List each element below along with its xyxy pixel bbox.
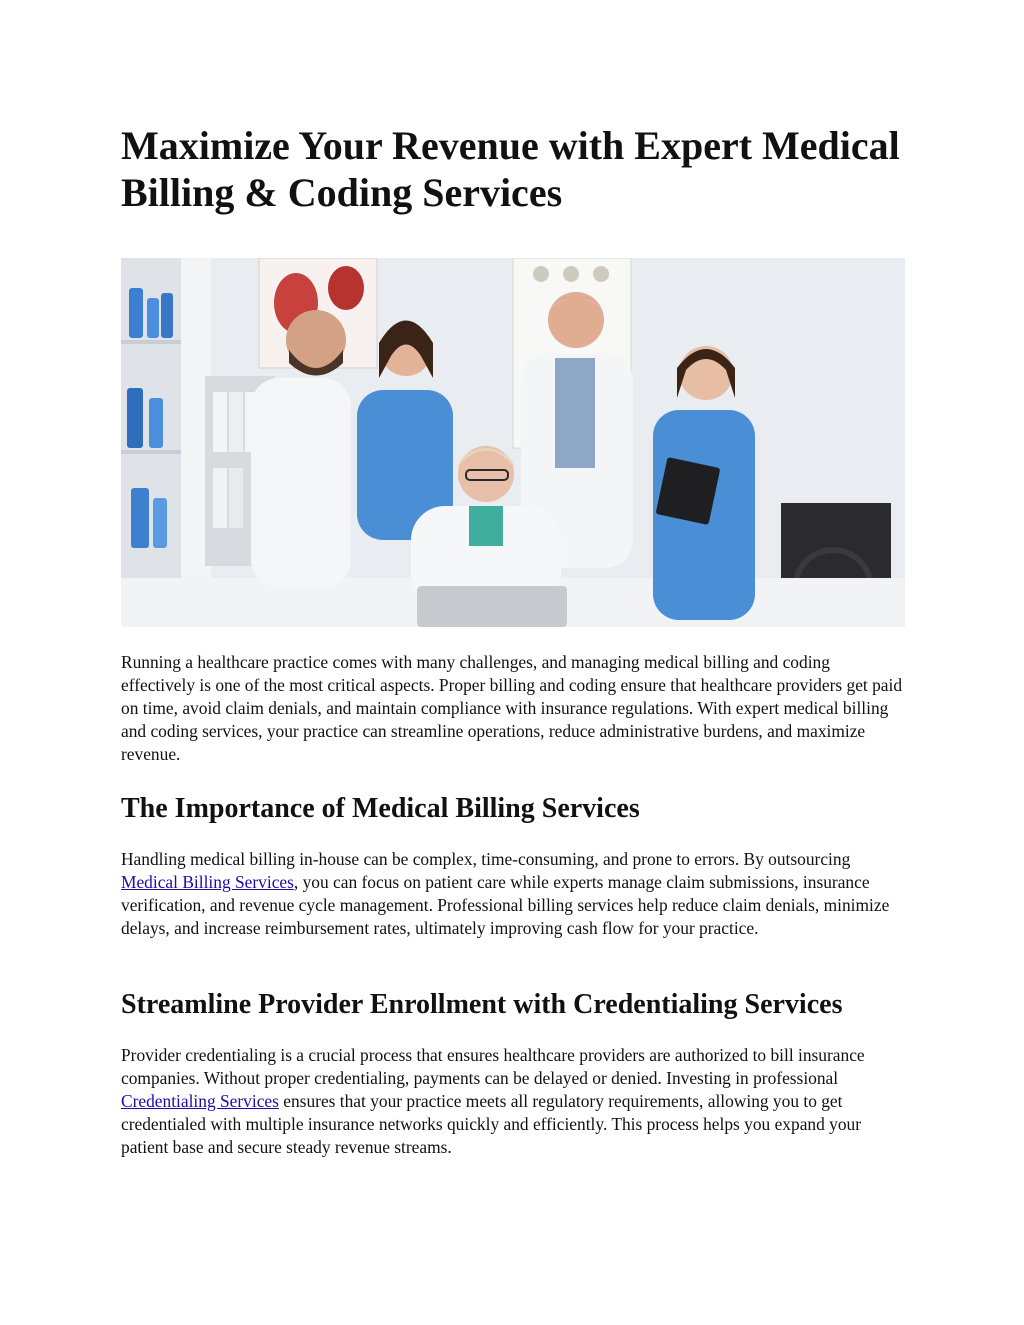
heading-billing-services: The Importance of Medical Billing Services xyxy=(121,793,640,824)
credentialing-services-link[interactable]: Credentialing Services xyxy=(121,1091,279,1111)
credentialing-paragraph xyxy=(121,1044,905,1159)
billing-text-after: , you can focus on patient care while experts manage claim submissions, insurance verification, and revenue cycle management. Professional billing services help reduce claim denials, minimize delays, and increase reimbursement rates, ultimately improving cash flow for your practice. xyxy=(121,872,890,938)
intro-paragraph: Running a healthcare practice comes with many challenges, and managing medical billing and coding effectively is one of the most critical aspects. Proper billing and coding ensure that healthcare providers get paid on time, avoid claim denials, and maintain compliance with insurance regulations. With expert medical billing and coding services, your practice can streamline operations, reduce administrative burdens, and maximize revenue. xyxy=(121,652,903,764)
billing-paragraph xyxy=(121,848,905,940)
billing-text-before: Handling medical billing in-house can be complex, time-consuming, and prone to errors. By outsourcing xyxy=(121,849,851,869)
credentialing-text-before: Provider credentialing is a crucial process that ensures healthcare providers are authorized to bill insurance companies. Without proper credentialing, payments can be delayed or denied. Investing in professional xyxy=(121,1045,865,1088)
heading-credentialing: Streamline Provider Enrollment with Credentialing Services xyxy=(121,989,843,1020)
medical-billing-services-link[interactable]: Medical Billing Services xyxy=(121,872,294,892)
page-title: Maximize Your Revenue with Expert Medical Billing & Coding Services xyxy=(121,123,900,215)
credentialing-text-after: ensures that your practice meets all regulatory requirements, allowing you to get credentialed with multiple insurance networks quickly and efficiently. This process helps you expand your patient base and secure steady revenue streams. xyxy=(121,1091,862,1157)
hero-photo-medical-team xyxy=(121,258,905,627)
